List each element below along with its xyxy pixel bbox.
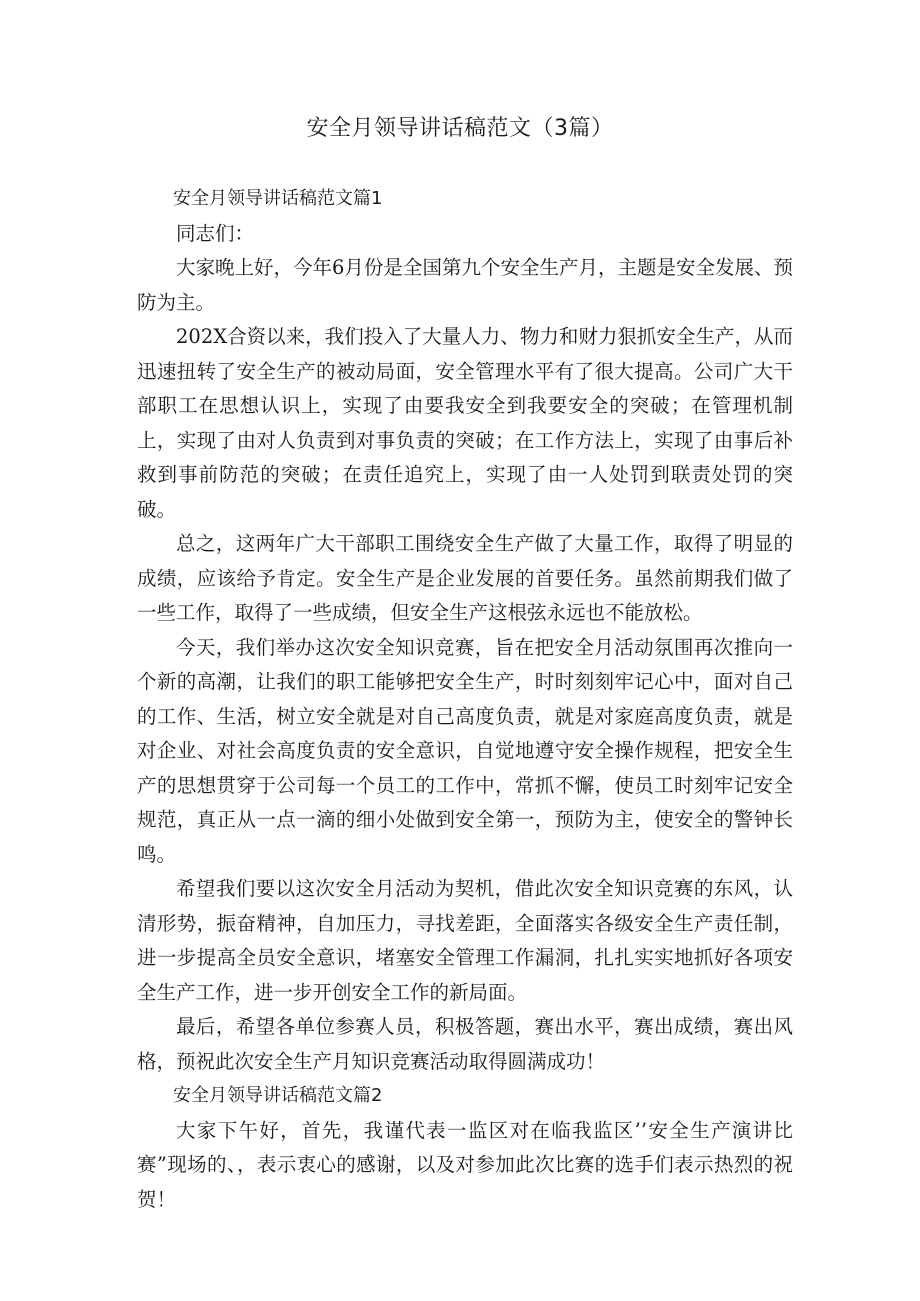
paragraph-hope: 希望我们要以这次安全月活动为契机，借此次安全知识竞赛的东风，认清形势，振奋精神，自加压力，寻找差距，全面落实各级安全生产责任制，进一步提高全员安全意识，堵塞安全管理工作漏洞，扎扎实实地抓好各项安全生产工作，进一步开创安全工作的新局面。 [137,877,793,1004]
paragraph-speech-2-opening: 大家下午好，首先，我谨代表一监区对在临我监区’’安全生产演讲比赛”现场的、，表示衷心的感谢，以及对参加此次比赛的选手们表示热烈的祝贺！ [137,1118,793,1211]
section-heading-1: 安全月领导讲话稿范文篇1 [173,188,383,209]
section-heading-2: 安全月领导讲话稿范文篇2 [173,1085,383,1106]
paragraph-competition: 今天，我们举办这次安全知识竞赛，旨在把安全月活动氛围再次推向一个新的高潮，让我们的职工能够把安全生产，时时刻刻牢记心中，面对自己的工作、生活，树立安全就是对自己高度负责，就是对家庭高度负责，就是对企业、对社会高度负责的安全意识，自觉地遵守安全操作规程，把安全生产的思想贯穿于公司每一个员工的工作中，常抓不懈，使员工时刻牢记安全规范，真正从一点一滴的细小处做到安全第一，预防为主，使安全的警钟长鸣。 [137,635,793,866]
paragraph-summary: 总之，这两年广大干部职工围绕安全生产做了大量工作，取得了明显的成绩，应该给予肯定。安全生产是企业发展的首要任务。虽然前期我们做了一些工作，取得了一些成绩，但安全生产这根弦永远也不能放松。 [137,532,793,624]
paragraph-greeting: 大家晚上好，今年6月份是全国第九个安全生产月，主题是安全发展、预防为主。 [137,256,793,314]
document-title: 安全月领导讲话稿范文（3篇） [306,116,614,141]
paragraph-achievements: 202X合资以来，我们投入了大量人力、物力和财力狠抓安全生产，从而迅速扭转了安全生产的被动局面，安全管理水平有了很大提高。公司广大干部职工在思想认识上，实现了由要我安全到我要安全的突破；在管理机制上，实现了由对人负责到对事负责的突破；在工作方法上，实现了由事后补救到事前防范的突破；在责任追究上，实现了由一人处罚到联责处罚的突破。 [137,325,793,521]
paragraph-closing: 最后，希望各单位参赛人员，积极答题，赛出水平，赛出成绩，赛出风格，预祝此次安全生产月知识竞赛活动取得圆满成功！ [137,1015,793,1073]
document-body [137,182,793,1217]
salutation: 同志们： [176,221,255,245]
